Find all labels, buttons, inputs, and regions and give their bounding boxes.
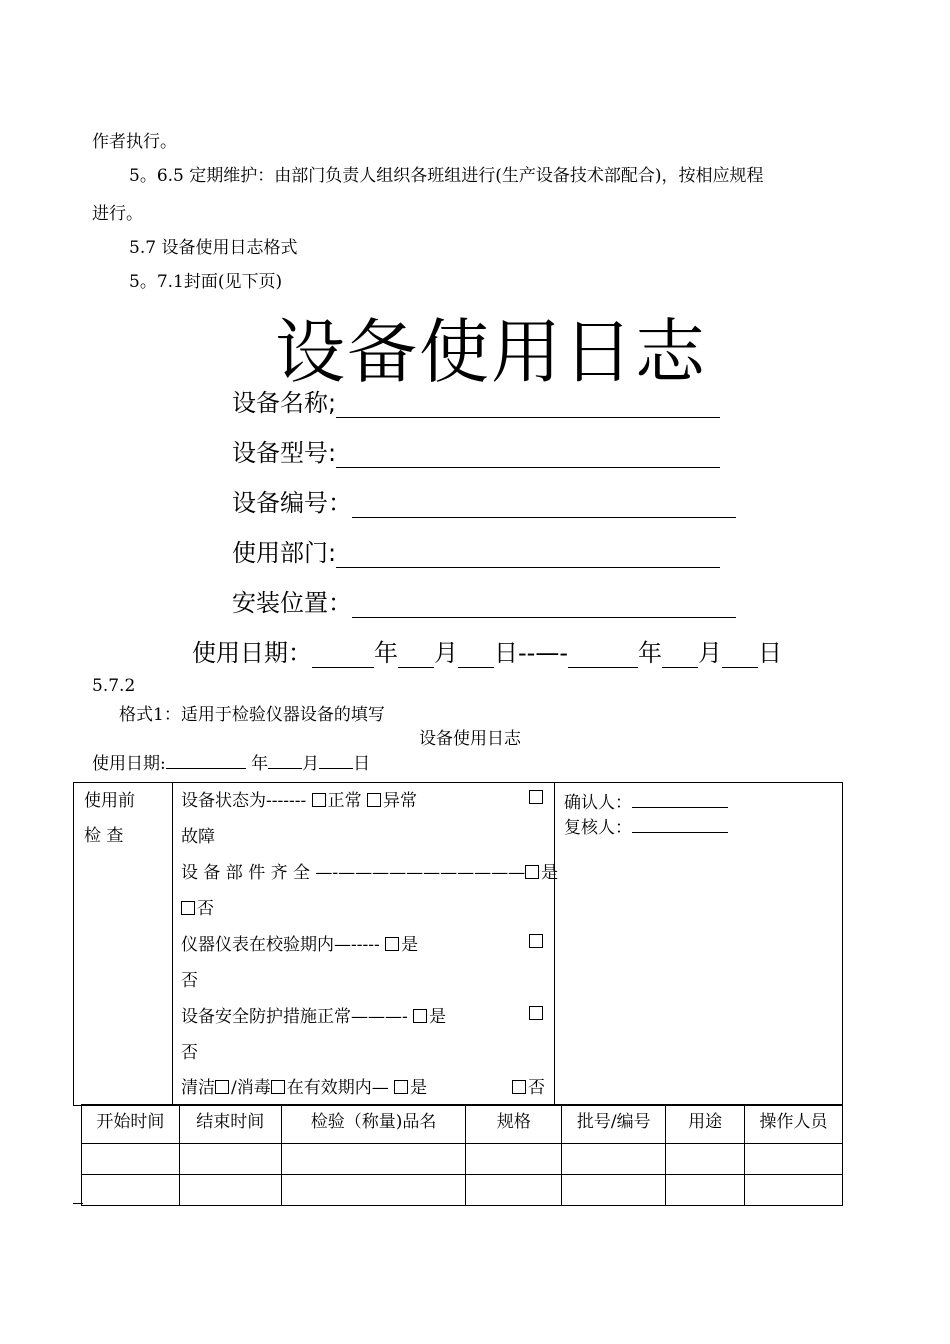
- column-header: 开始时间: [82, 1105, 180, 1144]
- checkbox-safety-no[interactable]: [529, 1006, 543, 1020]
- date-unit: 年: [637, 639, 662, 667]
- checkbox-clean-no[interactable]: [512, 1080, 526, 1094]
- cover-field-location: [232, 583, 736, 618]
- cover-field-label: 设备名称;: [232, 389, 337, 417]
- checkbox-clean[interactable]: [215, 1080, 229, 1094]
- status-prefix: 设备状态为-------: [181, 791, 307, 811]
- table-cell[interactable]: [666, 1175, 745, 1206]
- opt-no-label: 否: [181, 1043, 198, 1063]
- checkbox-abnormal[interactable]: [367, 793, 381, 807]
- column-header: 结束时间: [179, 1105, 281, 1144]
- intro-line-5: 5。7.1封面(见下页): [129, 272, 283, 292]
- clean-text-b: /消毒: [231, 1078, 271, 1098]
- date-unit: 年: [374, 639, 398, 667]
- reviewer-blank[interactable]: [632, 816, 728, 833]
- checkbox-disinfect[interactable]: [271, 1080, 285, 1094]
- date-unit: 日: [353, 754, 371, 774]
- divider: [554, 782, 555, 1106]
- checkbox-normal[interactable]: [312, 793, 326, 807]
- intro-line-3: 进行。: [92, 204, 143, 224]
- blank-line[interactable]: [722, 645, 758, 668]
- checkbox-clean-yes[interactable]: [394, 1080, 408, 1094]
- check-row-calibration: [181, 930, 545, 955]
- confirmer-blank[interactable]: [632, 791, 728, 808]
- check-row-safety: [181, 1002, 545, 1027]
- opt-yes-label: 是: [401, 935, 419, 955]
- opt-yes-label: 是: [429, 1007, 447, 1027]
- table-cell[interactable]: [281, 1175, 466, 1206]
- opt-no-label: 否: [528, 1078, 545, 1098]
- check-row-status-cont: [181, 822, 545, 847]
- column-header: 操作人员: [745, 1105, 843, 1144]
- date-unit: 日: [757, 639, 782, 667]
- checkbox-parts-yes[interactable]: [525, 865, 539, 879]
- cover-field-model: [232, 433, 720, 468]
- date-unit: 月: [302, 754, 320, 774]
- format-line: 格式1：适用于检验仪器设备的填写: [119, 705, 385, 725]
- cover-field-label: 安装位置：: [232, 589, 352, 617]
- blank-line[interactable]: [312, 645, 374, 668]
- blank-line[interactable]: [398, 645, 434, 668]
- check-row-status: [181, 786, 545, 811]
- opt-yes-label: 是: [410, 1078, 428, 1098]
- safety-text: 设备安全防护措施正常———-: [181, 1007, 408, 1027]
- usage-data-table: [81, 1104, 843, 1206]
- divider: [172, 782, 173, 1106]
- checkbox-safety-yes[interactable]: [413, 1009, 427, 1023]
- table-header-row: [82, 1105, 843, 1144]
- cover-field-name: [232, 383, 720, 418]
- cover-field-dept: [232, 533, 720, 568]
- cover-field-label: 设备型号:: [232, 439, 337, 467]
- cover-field-label: 使用部门:: [232, 539, 337, 567]
- blank-line[interactable]: [336, 395, 720, 418]
- blank-line[interactable]: [352, 595, 736, 618]
- table-row: [82, 1144, 843, 1175]
- check-row-calibration-cont: [181, 966, 545, 991]
- table-cell[interactable]: [745, 1175, 843, 1206]
- parts-text: 设 备 部 件 齐 全 —-———————————: [181, 863, 526, 883]
- reviewer-label: 复核人：: [564, 818, 632, 838]
- check-row-parts: [181, 858, 559, 883]
- table-cell[interactable]: [82, 1144, 180, 1175]
- date-unit: 月: [697, 639, 722, 667]
- blank-line[interactable]: [352, 495, 736, 518]
- check-left-label-2: 检 查: [84, 826, 124, 846]
- intro-line-1: 作者执行。: [92, 132, 177, 152]
- column-header: 批号/编号: [562, 1105, 666, 1144]
- intro-line-4: 5.7 设备使用日志格式: [129, 238, 298, 258]
- cover-date-line: [192, 633, 782, 668]
- cover-date-label: 使用日期：: [192, 639, 312, 667]
- table-cell[interactable]: [666, 1144, 745, 1175]
- clean-text-c: 在有效期内—: [286, 1078, 389, 1098]
- blank-line[interactable]: [166, 752, 246, 769]
- date-unit: 月: [434, 639, 458, 667]
- opt-no-label: 否: [197, 899, 214, 919]
- date-unit: 日--—-: [494, 639, 568, 667]
- table-row: [82, 1175, 843, 1206]
- column-header: 用途: [666, 1105, 745, 1144]
- check-row-clean: [181, 1073, 545, 1098]
- status-fault-label: 故障: [181, 827, 215, 847]
- table-cell[interactable]: [562, 1175, 666, 1206]
- blank-line[interactable]: [662, 645, 698, 668]
- reviewer-line: [564, 813, 728, 838]
- log-date-line: [92, 749, 370, 774]
- cover-field-label: 设备编号：: [232, 489, 352, 517]
- cover-field-number: [232, 483, 736, 518]
- table-cell[interactable]: [179, 1175, 281, 1206]
- blank-line[interactable]: [336, 545, 720, 568]
- table-cell[interactable]: [562, 1144, 666, 1175]
- clean-text-a: 清洁: [181, 1078, 215, 1098]
- checkbox-parts-no[interactable]: [181, 901, 195, 915]
- log-title: 设备使用日志: [419, 729, 521, 749]
- checkbox-calib-no[interactable]: [529, 934, 543, 948]
- date-unit: 年: [251, 754, 269, 774]
- checkbox-fault[interactable]: [529, 790, 543, 804]
- checkbox-calib-yes[interactable]: [385, 937, 399, 951]
- table-cell[interactable]: [179, 1144, 281, 1175]
- blank-line[interactable]: [319, 752, 353, 769]
- confirmer-line: [564, 788, 728, 813]
- intro-line-2: 5。6.5 定期维护：由部门负责人组织各班组进行(生产设备技术部配合)，按相应规程: [129, 166, 764, 186]
- cover-title: 设备使用日志: [275, 311, 707, 393]
- table-edge-stub: [73, 1203, 83, 1204]
- table-cell[interactable]: [745, 1144, 843, 1175]
- blank-line[interactable]: [336, 445, 720, 468]
- check-row-parts-cont: [181, 894, 545, 919]
- opt-yes-label: 是: [541, 863, 559, 883]
- blank-line[interactable]: [458, 645, 494, 668]
- column-header: 规格: [466, 1105, 562, 1144]
- check-row-safety-cont: [181, 1038, 545, 1063]
- check-left-label-1: 使用前: [84, 791, 135, 811]
- column-header: 检验（称量)品名: [281, 1105, 466, 1144]
- calib-text: 仪器仪表在校验期内—-----: [181, 935, 380, 955]
- log-date-label: 使用日期:: [92, 754, 166, 774]
- blank-line[interactable]: [268, 752, 302, 769]
- table-cell[interactable]: [82, 1175, 180, 1206]
- table-cell[interactable]: [281, 1144, 466, 1175]
- table-cell[interactable]: [466, 1144, 562, 1175]
- opt-no-label: 否: [181, 971, 198, 991]
- status-abnormal-label: 异常: [383, 791, 418, 811]
- table-cell[interactable]: [466, 1175, 562, 1206]
- confirmer-label: 确认人：: [564, 793, 632, 813]
- blank-line[interactable]: [568, 645, 638, 668]
- status-normal-label: 正常: [327, 791, 362, 811]
- section-number: 5.7.2: [92, 676, 136, 696]
